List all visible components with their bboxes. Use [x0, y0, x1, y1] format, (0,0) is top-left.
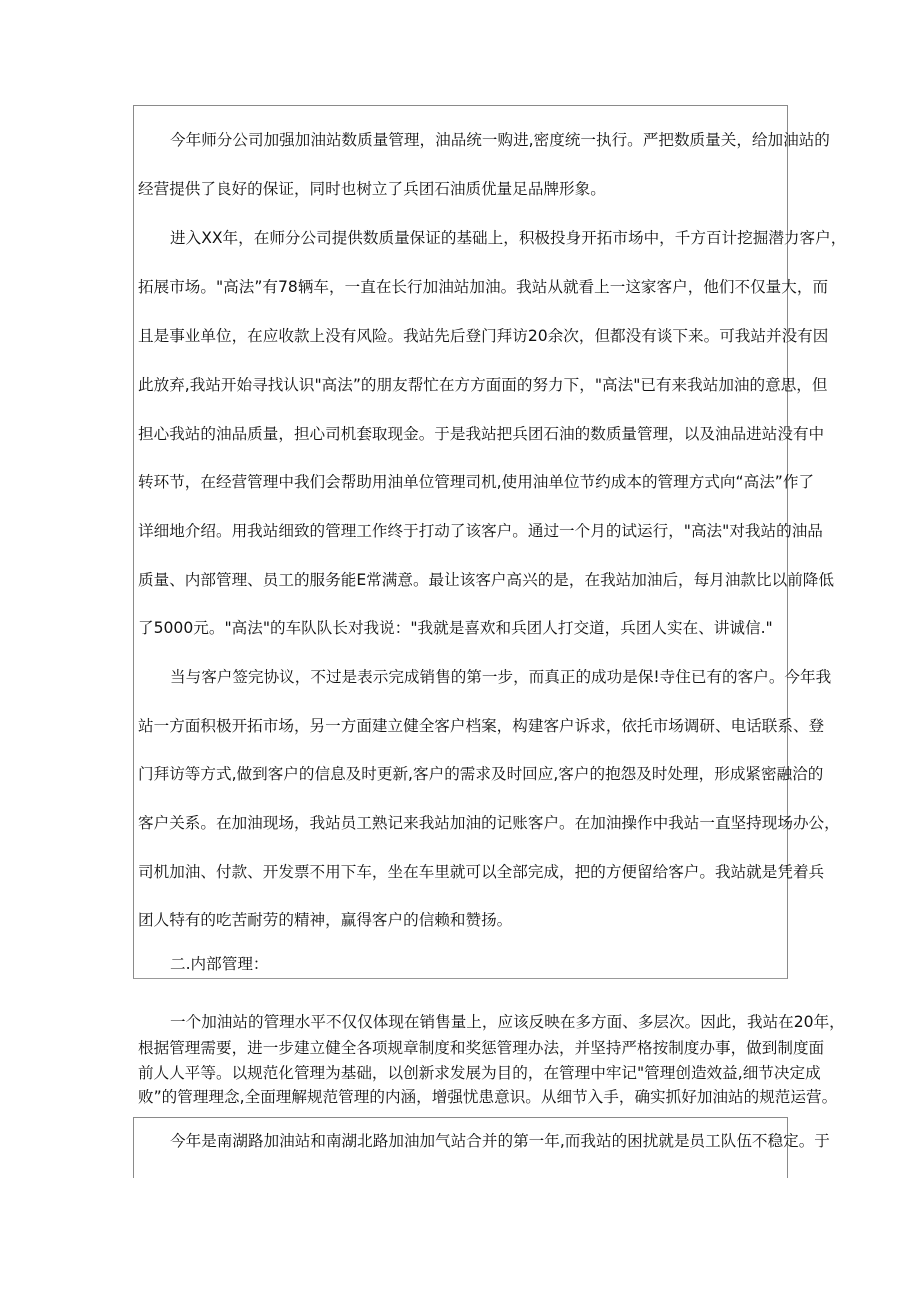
paragraph-line: 今年是南湖路加油站和南湖北路加油加气站合并的第一年,而我站的困扰就是员工队伍不稳定。于 — [170, 1132, 830, 1150]
paragraph-line: 败”的管理理念,全面理解规范管理的内涵，增强忧患意识。从细节入手，确实抓好加油站的规范运营。 — [138, 1088, 838, 1106]
paragraph-line: 详细地介绍。用我站细致的管理工作终于打动了该客户。通过一个月的试运行，"高法"对我站的油品 — [138, 522, 823, 540]
paragraph-line: 门拜访等方式,做到客户的信息及时更新,客户的需求及时回应,客户的抱怨及时处理，形成紧密融洽的 — [138, 765, 824, 783]
paragraph-line: 转环节，在经营管理中我们会帮助用油单位管理司机,使用油单位节约成本的管理方式向“高法”作了 — [138, 473, 815, 491]
paragraph-line: 当与客户签完协议，不过是表示完成销售的第一步，而真正的成功是保!寺住已有的客户。今年我 — [170, 668, 832, 686]
paragraph-line: 且是事业单位，在应收款上没有风险。我站先后登门拜访20余次，但都没有谈下来。可我站并没有因 — [138, 327, 829, 345]
paragraph-line: 今年师分公司加强加油站数质量管理，油品统一购进,密度统一执行。严把数质量关，给加油站的 — [170, 131, 830, 149]
paragraph-line: 前人人平等。以规范化管理为基础，以创新求发展为目的，在管理中牢记"管理创造效益,细节决定成 — [138, 1064, 821, 1082]
section-heading: 二.内部管理： — [170, 955, 269, 973]
paragraph-line: 担心我站的油品质量，担心司机套取现金。于是我站把兵团石油的数质量管理，以及油品进站没有中 — [138, 425, 825, 443]
paragraph-line: 了5000元。"高法"的车队队长对我说："我就是喜欢和兵团人打交道，兵团人实在、讲诚信." — [138, 619, 773, 637]
paragraph-line: 司机加油、付款、开发票不用下车，坐在车里就可以全部完成，把的方便留给客户。我站就是凭着兵 — [138, 863, 825, 881]
paragraph-line: 质量、内部管理、员工的服务能E常满意。最让该客户高兴的是，在我站加油后，每月油款比以前降低 — [138, 571, 834, 589]
paragraph-line: 一个加油站的管理水平不仅仅体现在销售量上，应该反映在多方面、多层次。因此，我站在20年， — [170, 1013, 845, 1031]
paragraph-line: 站一方面积极开拓市场，另一方面建立健全客户档案，构建客户诉求，依托市场调研、电话联系、登 — [138, 717, 825, 735]
paragraph-line: 拓展市场。"高法”有78辆车，一直在长行加油站加油。我站从就看上一这家客户，他们不仅量大，而 — [138, 278, 829, 296]
paragraph-line: 根据管理需要，进一步建立健全各项规章制度和奖惩管理办法，并坚持严格按制度办事，做到制度面 — [138, 1039, 825, 1057]
paragraph-line: 此放弃,我站开始寻找认识"高法”的朋友帮忙在方方面面的努力下，"高法"已有来我站加油的意思，但 — [138, 376, 828, 394]
paragraph-line: 进入XX年，在师分公司提供数质量保证的基础上，积极投身开拓市场中，千方百计挖掘潜力客户， — [170, 229, 847, 247]
paragraph-line: 团人特有的吃苦耐劳的精神，赢得客户的信赖和赞扬。 — [138, 911, 513, 929]
paragraph-line: 经营提供了良好的保证，同时也树立了兵团石油质优量足品牌形象。 — [138, 180, 606, 198]
paragraph-line: 客户关系。在加油现场，我站员工熟记来我站加油的记账客户。在加油操作中我站一直坚持现场办公， — [138, 814, 840, 832]
